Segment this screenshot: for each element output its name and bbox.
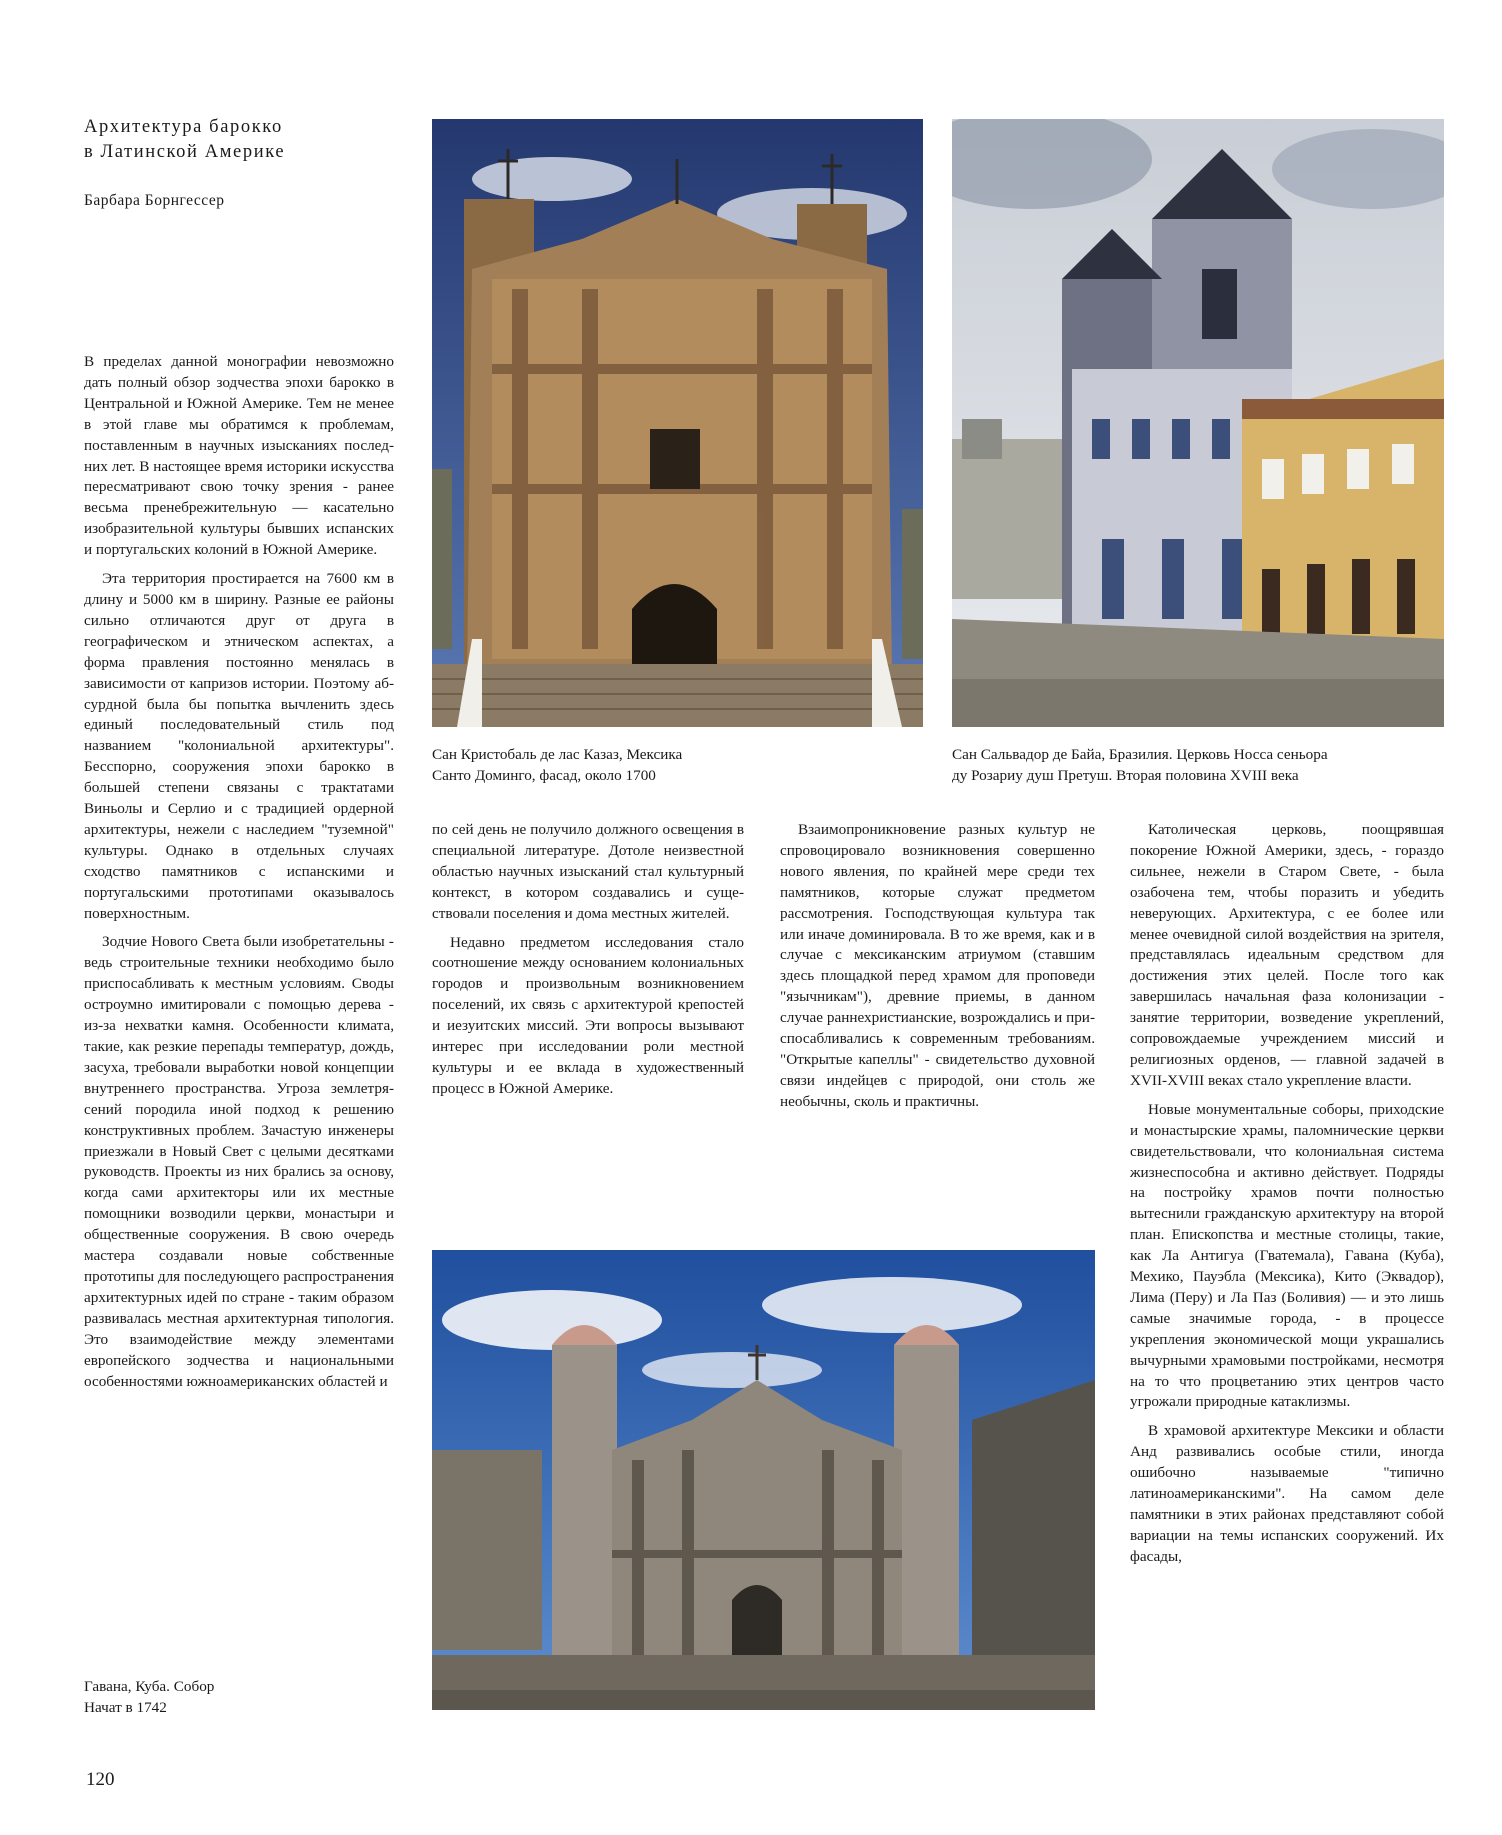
caption-salvador-bahia	[952, 744, 1328, 786]
photo-salvador-bahia	[952, 119, 1444, 727]
paragraph: Католическая церковь, поощрявшая покорение Южной Америки, здесь, - гораздо сильнее, нежели в Старом Свете, - была озабочена тем, чтобы поразить и убедить неверующих. Архитектура, с ее более или менее очевидной силой воздействия на зрителя, представлялась идеальным средством для достижения этих целей. После того как завершилась начальная фаза колонизации - занятие территории, возведение укреплений, сопровождаемые учреждением миссий и религиозных орденов, — главной задачей в XVII-XVIII веках стало укрепление власти.	[1130, 821, 1444, 1089]
paragraph: Новые монументальные соборы, приходские и монастырские храмы, паломнические церкви свидетельствовали, что колониальная система жизнеспособна и активно действует. Подряды на постройку храмов почти полностью вытеснили гражданскую архитектуру на второй план. Епископства и местные столицы, такие, как Ла Антигуа (Гватемала), Гавана (Куба), Мехико, Пауэбла (Мексика), Кито (Эквадор), Лима (Перу) и Ла Паз (Боливия) — и это лишь самые значимые города, - в процессе укрепления экономической мощи украшались вычурными храмовыми постройками, несмотря на то что процветанию этих центров часто угрожали природные катаклизмы.	[1130, 1100, 1444, 1411]
caption-havana	[84, 1676, 214, 1718]
chapter-title-line-1: Архитектура барокко	[84, 117, 283, 137]
text-column-1	[84, 352, 394, 1392]
caption-line: Начат в 1742	[84, 1699, 167, 1716]
paragraph: Зодчие Нового Света были изобретательны - ведь строительные техники необходимо было приспосабливать к местным условиям. Своды остроумно имитировали с помощью дерева - из-за нехватки камня. Особенности климата, такие, как резкие перепады температур, дождь, засуха, требовали выработки новой концепции внутреннего пространства. Угроза землетрясений породила иной подход к решению конструктивных проблем. Зачастую инженеры приезжали в Новый Свет с целыми десятками руководств. Проекты из них брались за основу, когда сами архитекторы или их местные помощники возводили церкви, монастыри и общественные сооружения. В свою очередь мастера создавали новые собственные прототипы для последующего распространения архитектурных идей по стране - таким образом развивалась местная архитектурная типология. Это взаимодействие между элементами европейского зодчества и национальными особенностями южноамериканских областей и	[84, 933, 395, 1390]
chapter-title-line-2: в Латинской Америке	[84, 142, 286, 162]
photo-havana-cathedral	[432, 1250, 1095, 1710]
caption-line: Сан Кристобаль де лас Казаз, Мексика	[432, 746, 683, 763]
text-column-2	[432, 820, 744, 1100]
paragraph: по сей день не получило должного освещения в специальной литературе. Дотоле неизвестной областью научных изысканий стал культурный контекст, в котором создавались и существовали поселения и дома местных жителей.	[432, 821, 744, 922]
page-number: 120	[86, 1769, 115, 1790]
author-name: Барбара Борнгессер	[84, 192, 225, 209]
caption-line: ду Розариу душ Претуш. Вторая половина XVIII века	[952, 767, 1299, 784]
chapter-title	[84, 115, 404, 165]
caption-line: Гавана, Куба. Собор	[84, 1678, 215, 1695]
paragraph: В пределах данной монографии невозможно дать полный обзор зодчества эпохи барокко в Центральной и Южной Америке. Тем не менее в этой главе мы обратимся к проблемам, поставленным в научных изысканиях последних лет. В настоящее время историки искусства пересматривают свою точку зрения - ранее весьма пренебрежительную — касательно изобразительной культуры бывших испанских и португальских колоний в Южной Америке.	[84, 353, 394, 559]
paragraph: Эта территория простирается на 7600 км в длину и 5000 км в ширину. Разные ее районы сильно отличаются друг от друга в географическом и этническом аспектах, а форма правления постоянно менялась в зависимости от капризов истории. Поэтому абсурдной была бы попытка вычленить здесь единый последовательный стиль под названием "колониальной архитектуры". Бесспорно, сооружения эпохи барокко в большей степени связаны с трактатами Виньолы и Серлио и с традицией ордерной архитектуры, нежели с наследием "туземной" культуры. Однако в отдельных случаях сходство памятников с испанскими и португальскими прототипами оказывалось поверхностным.	[84, 570, 394, 922]
photo-santo-domingo	[432, 119, 923, 727]
text-column-3	[780, 820, 1095, 1113]
caption-line: Санто Доминго, фасад, около 1700	[432, 767, 656, 784]
paragraph: Взаимопроникновение разных культур не спровоцировало возникновения совершенно нового явления, по крайней мере среди тех памятников, которые служат предметом рассмотрения. Господствующая культура так или иначе доминировала. В то же время, как и в случае с мексиканским атриумом (ставшим здесь площадкой перед храмом для проповеди "язычникам"), древние приемы, в данном случае раннехристианские, возрождались и приспосабливались к современным требованиям. "Открытые капеллы" - свидетельство духовной связи индейцев с природой, они столь же необычны, сколь и практичны.	[780, 821, 1095, 1110]
paragraph: Недавно предметом исследования стало соотношение между основанием колониальных городов и произвольным возникновением поселений, их связь с архитектурой крепостей и иезуитских миссий. Эти вопросы вызывают интерес при исследовании роли местной культуры и ее вклада в художественный процесс в Южной Америке.	[432, 933, 744, 1097]
caption-line: Сан Сальвадор де Байа, Бразилия. Церковь Носса сеньора	[952, 746, 1328, 763]
paragraph: В храмовой архитектуре Мексики и области Анд развивались особые стили, иногда ошибочно называемые "типично латиноамериканскими". На самом деле памятники в этих районах представляют собой вариации на темы испанских сооружений. Их фасады,	[1130, 1422, 1444, 1565]
text-column-4	[1130, 820, 1444, 1568]
caption-santo-domingo	[432, 744, 682, 786]
